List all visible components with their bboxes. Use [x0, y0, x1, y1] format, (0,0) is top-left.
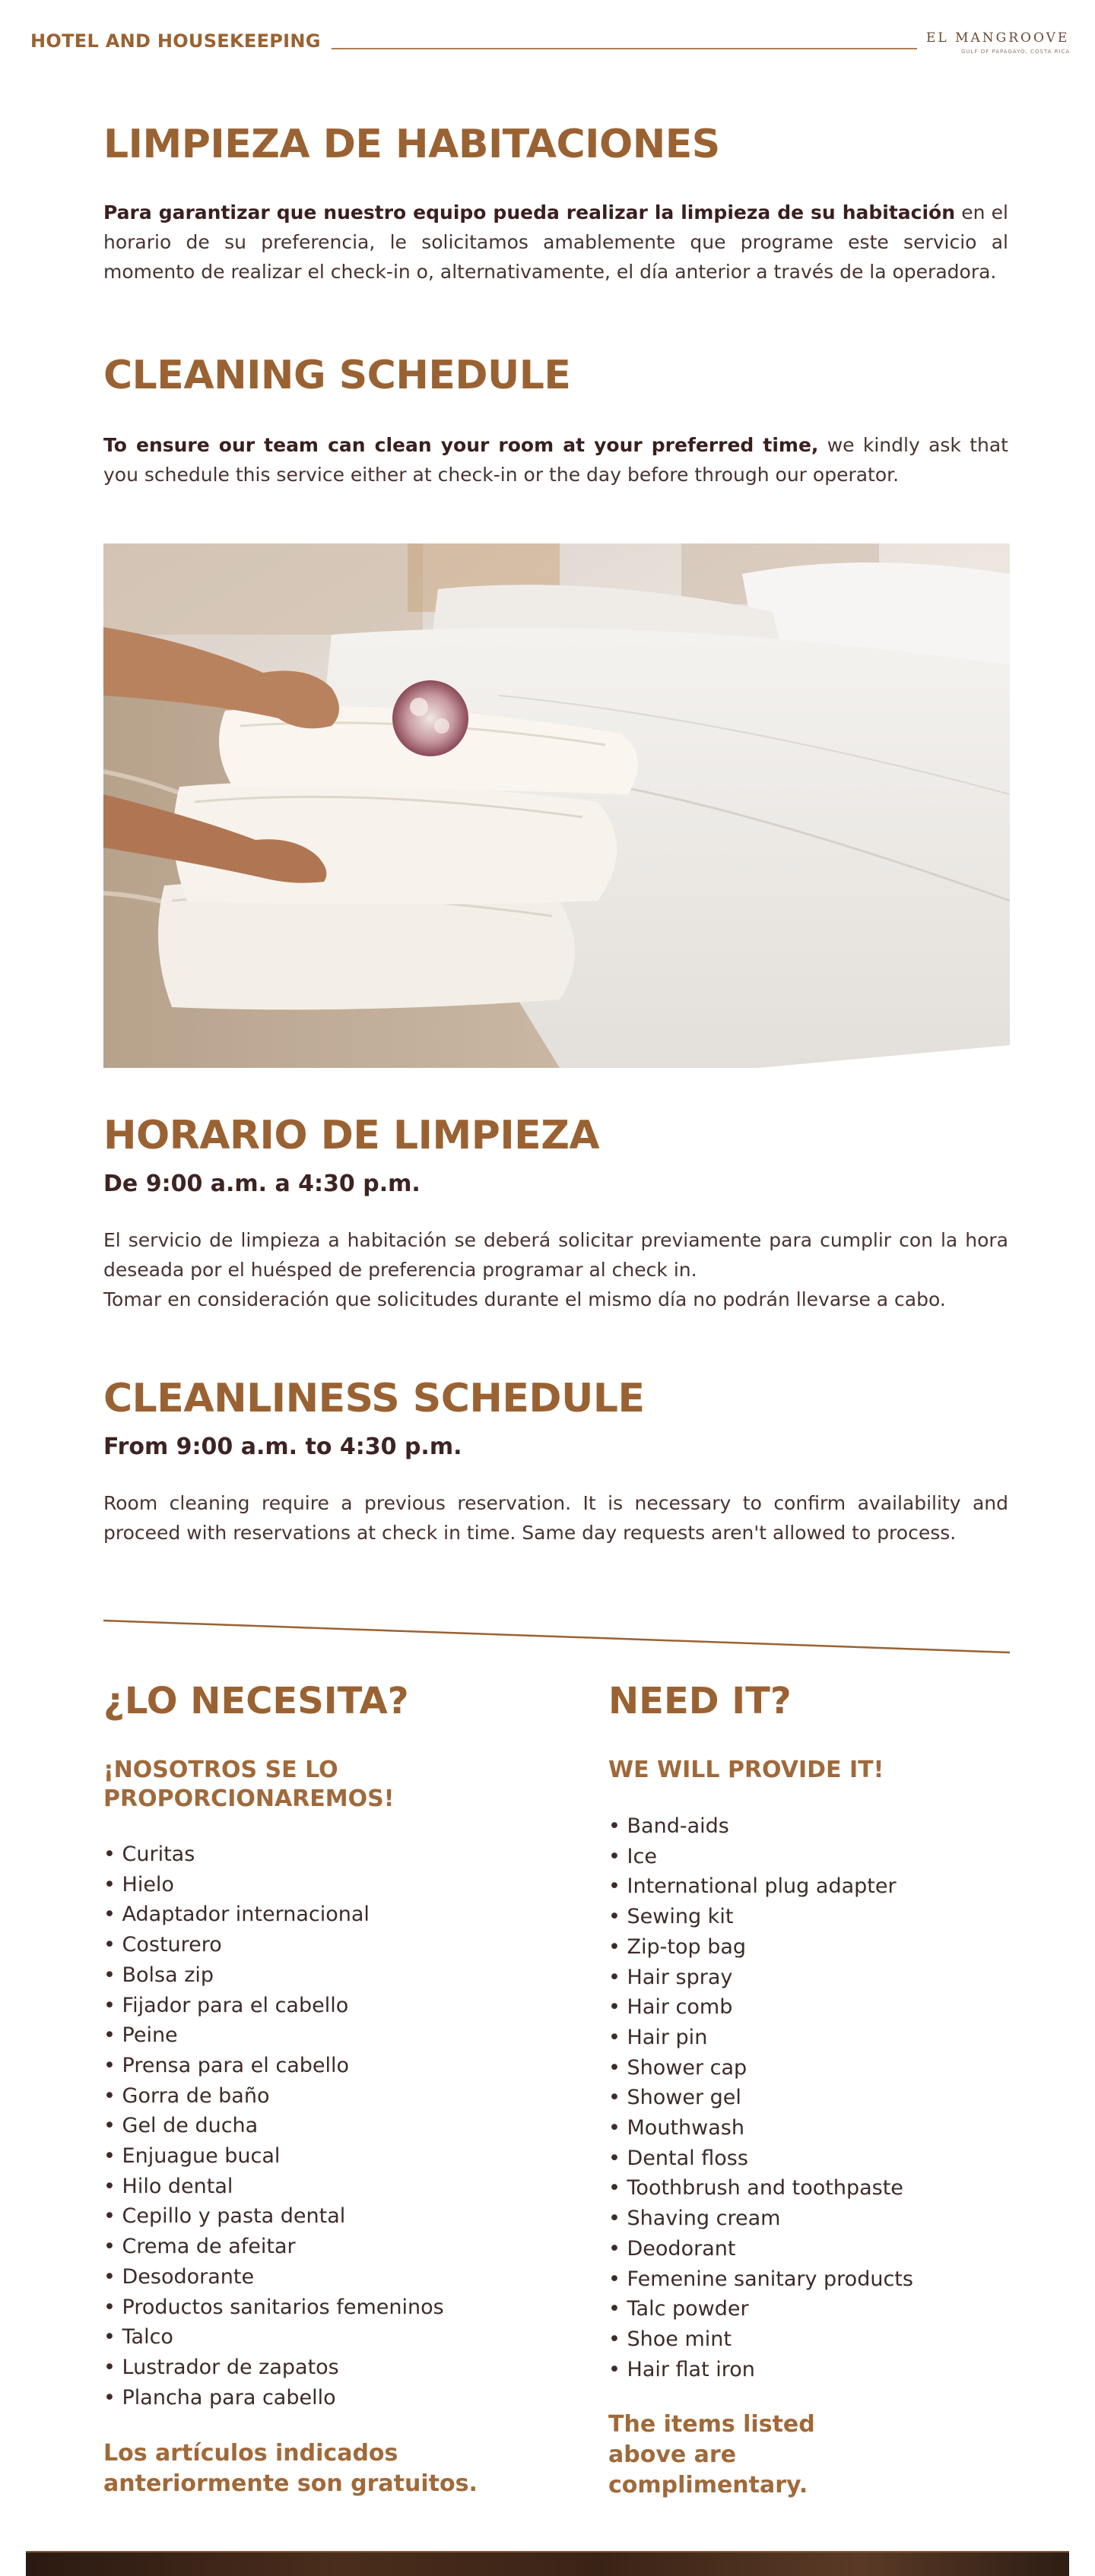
list-item: • Toothbrush and toothpaste	[608, 2173, 1004, 2204]
list-item: • Gorra de baño	[103, 2081, 499, 2112]
list-item: • Femenine sanitary products	[608, 2264, 1004, 2295]
list-item: • Hair pin	[608, 2023, 1004, 2053]
list-item: • Hair comb	[608, 1992, 1004, 2023]
horario-hours: De 9:00 a.m. a 4:30 p.m.	[103, 1171, 421, 1197]
list-item: • Dental floss	[608, 2143, 1004, 2174]
section-title-limpieza: LIMPIEZA DE HABITACIONES	[103, 122, 720, 167]
spanish-list-heading: ¿LO NECESITA?	[103, 1680, 409, 1722]
section-title-cleanliness: CLEANLINESS SCHEDULE	[103, 1376, 645, 1421]
english-list-note: The items listed above are complimentary.	[608, 2411, 815, 2498]
limpieza-paragraph	[103, 198, 1008, 287]
english-amenities-list	[608, 1811, 1004, 2384]
cleaning-text: we kindly ask that you schedule this service either at check-in or the day before through our operator.	[103, 434, 1008, 486]
list-item: • Enjuague bucal	[103, 2141, 499, 2172]
list-item: • Adaptador internacional	[103, 1900, 499, 1930]
list-item: • Plancha para cabello	[103, 2383, 499, 2413]
list-item: • Talco	[103, 2322, 499, 2353]
header-divider	[332, 48, 917, 49]
list-item: • Prensa para el cabello	[103, 2051, 499, 2081]
list-item: • Shaving cream	[608, 2204, 1004, 2234]
list-item: • Band-aids	[608, 1811, 1004, 1842]
horario-paragraph-1: El servicio de limpieza a habitación se deberá solicitar previamente para cumplir con la hora deseada por el huésped de preferencia programar al check in.	[103, 1229, 1008, 1281]
english-list-heading: NEED IT?	[608, 1680, 792, 1722]
list-item: • Curitas	[103, 1839, 499, 1870]
list-item: • International plug adapter	[608, 1871, 1004, 1902]
list-item: • Zip-top bag	[608, 1932, 1004, 1963]
list-item: • Hilo dental	[103, 2172, 499, 2202]
list-item: • Ice	[608, 1842, 1004, 1872]
list-item: • Hair spray	[608, 1963, 1004, 1993]
section-divider	[103, 1618, 1010, 1656]
logo-wordmark: EL MANGROOVE	[926, 30, 1070, 46]
hotel-logo	[926, 21, 1075, 59]
horario-paragraph-2: Tomar en consideración que solicitudes durante el mismo día no podrán llevarse a cabo.	[103, 1288, 946, 1310]
towels-on-bed-photo	[103, 543, 1010, 1068]
list-item: • Lustrador de zapatos	[103, 2353, 499, 2383]
list-item: • Shower gel	[608, 2083, 1004, 2113]
list-item: • Shoe mint	[608, 2324, 1004, 2355]
spanish-list-note: Los artículos indicados anteriormente son gratuitos.	[103, 2440, 478, 2497]
list-item: • Fijador para el cabello	[103, 1991, 499, 2021]
list-item: • Hielo	[103, 1870, 499, 1900]
list-item: • Desodorante	[103, 2262, 499, 2292]
footer-bar	[26, 2552, 1069, 2576]
list-item: • Crema de afeitar	[103, 2232, 499, 2262]
spanish-amenities-list	[103, 1839, 499, 2413]
list-item: • Peine	[103, 2020, 499, 2051]
cleanliness-hours: From 9:00 a.m. to 4:30 p.m.	[103, 1434, 462, 1460]
cleaning-paragraph	[103, 430, 1008, 490]
list-item: • Costurero	[103, 1930, 499, 1960]
cleaning-lead: To ensure our team can clean your room at your preferred time,	[103, 434, 819, 456]
logo-tagline: GULF OF PAPAGAYO, COSTA RICA	[961, 49, 1071, 55]
list-item: • Cepillo y pasta dental	[103, 2201, 499, 2232]
header-title: HOTEL AND HOUSEKEEPING	[30, 30, 321, 52]
section-title-horario: HORARIO DE LIMPIEZA	[103, 1113, 600, 1158]
list-item: • Hair flat iron	[608, 2355, 1004, 2385]
list-item: • Talc powder	[608, 2294, 1004, 2324]
list-item: • Deodorant	[608, 2234, 1004, 2264]
limpieza-text: en el horario de su preferencia, le solicitamos amablemente que programe este servicio al momento de realizar el check-in o, alternativamente, el día anterior a través de la operadora.	[103, 201, 1008, 283]
limpieza-lead: Para garantizar que nuestro equipo pueda realizar la limpieza de su habitación	[103, 201, 956, 223]
cleanliness-paragraph: Room cleaning require a previous reservation. It is necessary to confirm availability and proceed with reservations at check in time. Same day requests aren't allowed to process.	[103, 1492, 1008, 1544]
list-item: • Bolsa zip	[103, 1960, 499, 1991]
list-item: • Gel de ducha	[103, 2111, 499, 2141]
list-item: • Productos sanitarios femeninos	[103, 2292, 499, 2323]
spanish-list-subheading: ¡NOSOTROS SE LO PROPORCIONAREMOS!	[103, 1757, 395, 1812]
page-header	[0, 0, 1095, 84]
english-list-subheading: WE WILL PROVIDE IT!	[608, 1757, 884, 1783]
section-title-cleaning: CLEANING SCHEDULE	[103, 353, 571, 398]
list-item: • Shower cap	[608, 2053, 1004, 2083]
list-item: • Sewing kit	[608, 1902, 1004, 1932]
list-item: • Mouthwash	[608, 2113, 1004, 2143]
